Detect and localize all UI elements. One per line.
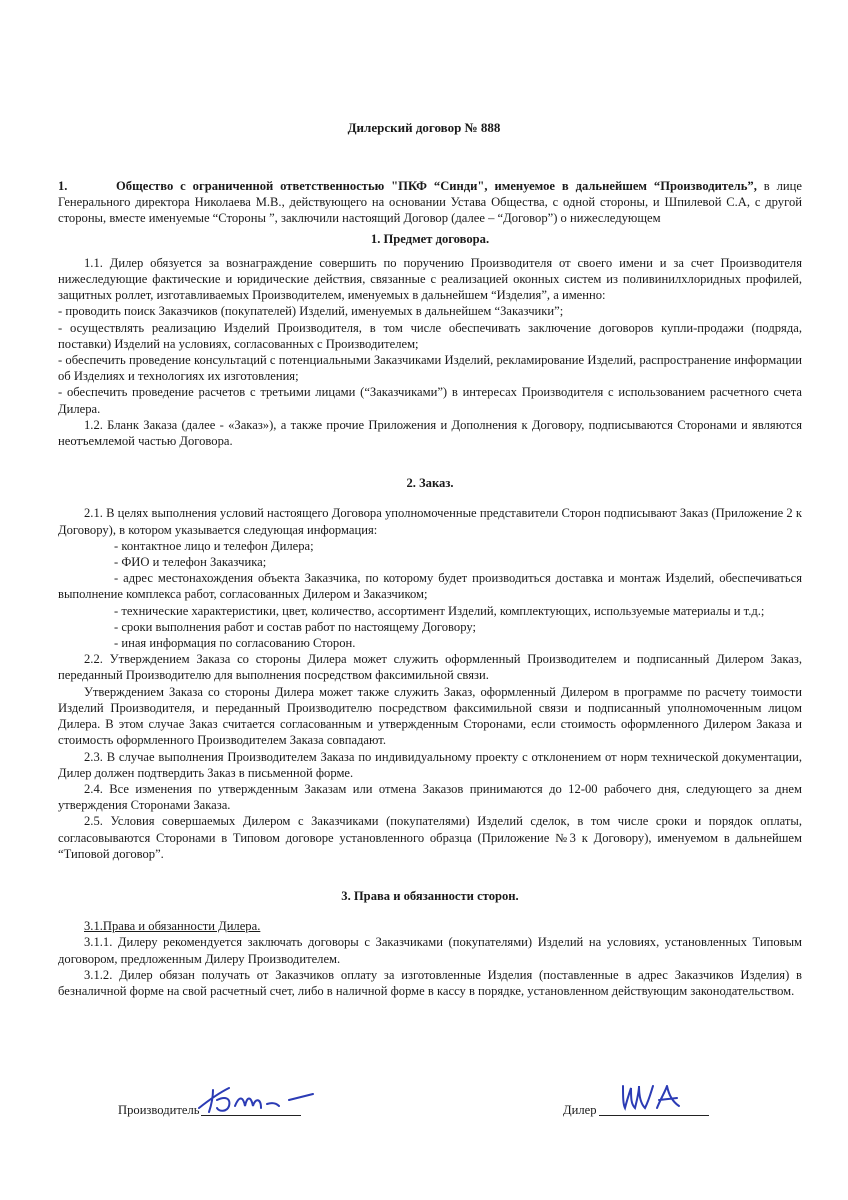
clause-1-1-item: - проводить поиск Заказчиков (покупателей) Изделий, именуемых в дальнейшем “Заказчики”; [58, 304, 564, 319]
clause-2-1-item: - ФИО и телефон Заказчика; [114, 555, 267, 570]
clause-2-2-continued: Утверждением Заказа со стороны Дилера может также служить Заказ, оформленный Дилером в программе по расчету тоимости Изделий Производителя, и переданный Производителю посредством факсимильной связи и подписанный уполномоченным лицом Дилера. В этом случае Заказ считается согласованным и утвержденным Сторонами, если стоимость оформленного Дилером Заказа и стоимость оформленного Производителем Заказа совпадают. [58, 684, 802, 748]
clause-2-1: 2.1. В целях выполнения условий настоящего Договора уполномоченные представители Сторон подписывают Заказ (Приложение 2 к Договору), в котором указывается следующая информация: [58, 506, 802, 537]
subsection-3-1-heading: 3.1.Права и обязанности Дилера. [84, 919, 261, 934]
clause-1-2: 1.2. Бланк Заказа (далее - «Заказ»), а также прочие Приложения и Дополнения к Договору, подписываются Сторонами и являются неотъемлемой частью Договора. [58, 417, 802, 449]
section-3-heading: 3. Права и обязанности сторон. [341, 888, 519, 903]
intro-text: в лице Генерального директора Николаева М.В., действующего на основании Устава Общества, с одной стороны, и Шпилевой С.А, с другой стороны, вместе именуемые “Стороны ”, заключили настоящий Договор (далее – “Договор”) о нижеследующем [58, 179, 802, 226]
intro-paragraph [58, 178, 802, 227]
document-title: Дилерский договор № 888 [347, 120, 501, 135]
dealer-signature-line [599, 1114, 709, 1116]
dealer-signature-block [563, 1088, 709, 1118]
producer-handwritten-signature [195, 1082, 335, 1116]
intro-party-name: Общество с ограниченной ответственностью "ПКФ “Синди", именуемое в дальнейшем “Производитель”, [116, 179, 757, 193]
clause-2-1-item: - технические характеристики, цвет, количество, ассортимент Изделий, комплектующих, используемые материалы и т.д.; [114, 603, 765, 618]
clause-1-1-item: - осуществлять реализацию Изделий Производителя, в том числе обеспечивать заключение договоров купли-продажи (подряда, поставки) Изделий на условиях, согласованных с Производителем; [58, 320, 802, 351]
clause-2-1-item: - адрес местонахождения объекта Заказчика, по которому будет производиться доставка и монтаж Изделий, обеспечиваться выполнение комплекса работ, согласованных Дилером и Заказчиком; [58, 571, 802, 602]
clause-2-1-item: - иная информация по согласованию Сторон. [114, 636, 356, 651]
producer-signature-label: Производитель [118, 1103, 200, 1117]
dealer-handwritten-signature [617, 1078, 707, 1114]
clause-2-4: 2.4. Все изменения по утвержденным Заказам или отмена Заказов принимаются до 12-00 рабочего дня, следующего за днем утверждения Сторонами Заказа. [58, 781, 802, 813]
document-body [58, 178, 802, 999]
clause-1-1-item: - обеспечить проведение консультаций с потенциальными Заказчиками Изделий, рекламирование Изделий, распространение информации об Изделиях и технологиях их изготовления; [58, 353, 802, 384]
clause-1-1: 1.1. Дилер обязуется за вознаграждение совершить по поручению Производителя от своего имени и за счет Производителя нижеследующие фактические и юридические действия, связанные с реализацией оконных систем из поливинилхлоридных профилей, защитных роллет, изготавливаемых Производителем, именуемых в дальнейшем “Изделия”, а именно: [58, 255, 802, 303]
clause-3-1-1: 3.1.1. Дилеру рекомендуется заключать договоры с Заказчиками (покупателями) Изделий на условиях, установленных Типовым договором, предложенным Дилеру Производителем. [58, 935, 802, 966]
intro-number: 1. [58, 179, 68, 193]
clause-2-5: 2.5. Условия совершаемых Дилером с Заказчиками (покупателями) Изделий сделок, в том числе сроки и порядок оплаты, согласовываются Сторонами в Типовом договоре установленного образца (Приложение №3 к Договору), именуемом в дальнейшем “Типовой договор”. [58, 814, 802, 861]
section-1-heading: 1. Предмет договора. [370, 231, 490, 246]
clause-1-1-item: - обеспечить проведение расчетов с третьими лицами (“Заказчиками”) в интересах Производителя с использованием расчетного счета Дилера. [58, 385, 802, 416]
clause-2-1-item: - сроки выполнения работ и состав работ по настоящему Договору; [114, 619, 476, 634]
clause-2-3: 2.3. В случае выполнения Производителем Заказа по индивидуальному проекту с отклонением от норм технической документации, Дилер должен подтвердить Заказ в письменной форме. [58, 749, 802, 780]
clause-3-1-2: 3.1.2. Дилер обязан получать от Заказчиков оплату за изготовленные Изделия (поставленные в адрес Заказчиков Изделия) в безналичной форме на свой расчетный счет, либо в наличной форме в кассу в порядке, установленном действующим законодательством. [58, 967, 802, 998]
dealer-signature-label: Дилер [563, 1103, 597, 1117]
clause-2-2: 2.2. Утверждением Заказа со стороны Дилера может служить оформленный Производителем и подписанный Дилером Заказ, переданный Производителю для выполнения посредством факсимильной связи. [58, 652, 802, 683]
producer-signature-block [118, 1088, 311, 1118]
clause-2-1-item: - контактное лицо и телефон Дилера; [114, 538, 314, 553]
section-2-heading: 2. Заказ. [406, 476, 454, 491]
